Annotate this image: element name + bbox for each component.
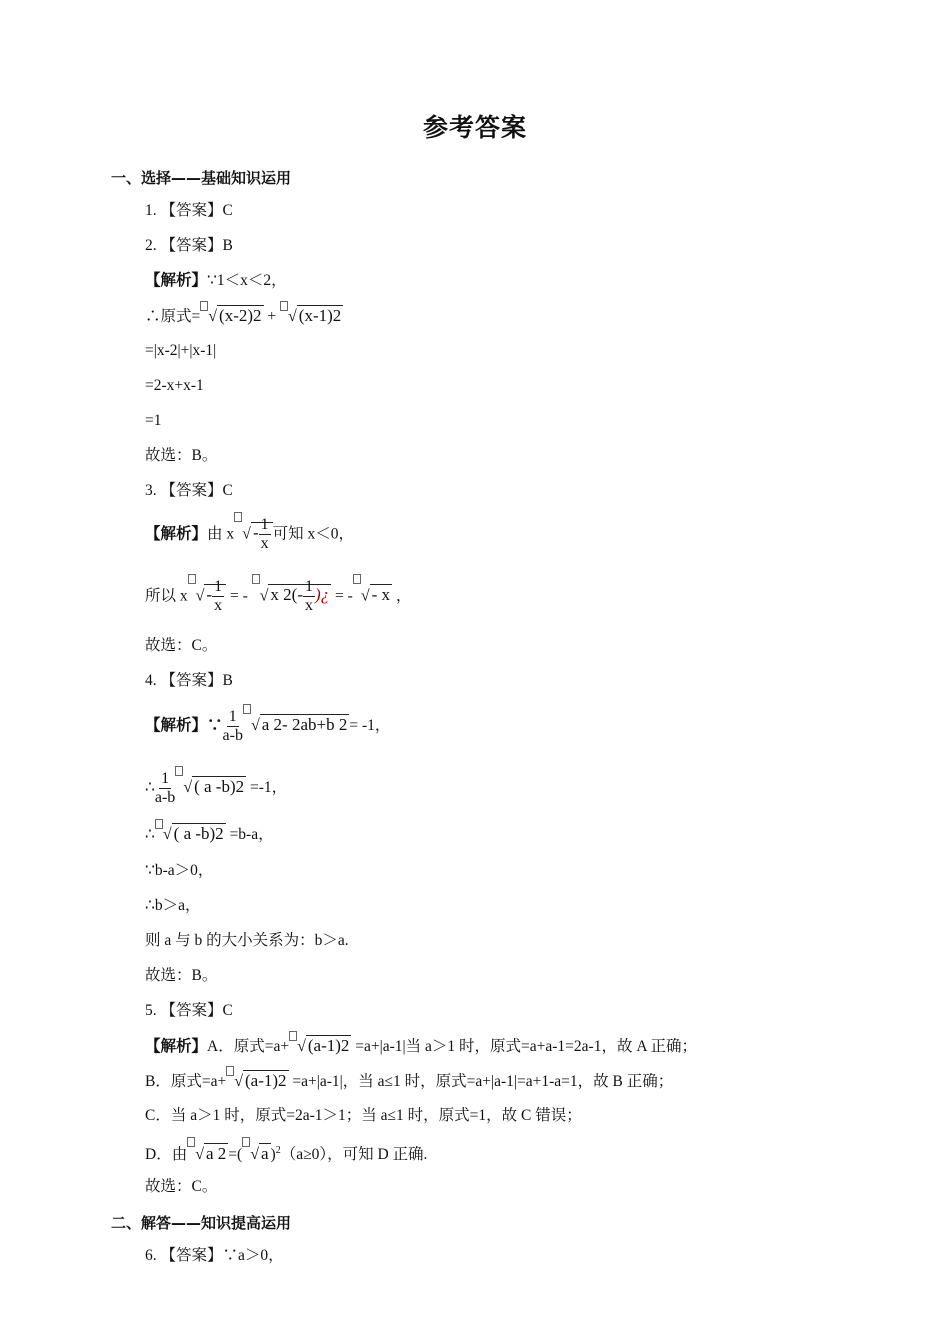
radical-icon: √ [360,587,370,605]
page-title: 参考答案 [422,113,527,142]
q5-a-radicand: (a-1)2 [307,1036,350,1055]
analysis-label: 【解析】 [145,1038,208,1055]
fraction-numerator: 1 [214,578,223,595]
q5-d-post: （a≥0），可知 D 正确. [280,1146,428,1164]
radical-icon: √ [250,717,260,735]
q3-radicand-a [204,578,226,614]
q4-result: =-1， [246,779,288,797]
q3-so-text: 所以 x [145,587,188,605]
q5-option-d [145,1141,427,1165]
q3-text-post: 可知 x＜0， [272,525,354,543]
radical-icon: √ [259,587,269,605]
q5-d-radicand-2: a [260,1144,269,1164]
fraction [212,578,224,615]
radicand-close: ) [314,585,321,605]
fraction-denominator: x [214,597,223,614]
q5-b-pre: B．原式=a+ [145,1073,227,1090]
q4-radicand: a 2- 2ab+b 2 [261,715,348,735]
q2-step-1: =|x-2|+|x-1| [145,342,217,359]
q2-analysis-line-2 [145,305,343,327]
q5-a-pre: A．原式=a+ [207,1038,290,1055]
q5-b-radicand: (a-1)2 [244,1071,287,1090]
q4-step-3: 则 a 与 b 的大小关系为：b＞a. [145,932,349,949]
q3-text-pre: 由 x [207,525,235,543]
answer-q1: 1. 【答案】C [145,202,233,219]
q2-analysis-line-1 [145,271,287,291]
analysis-label: 【解析】 [145,717,208,735]
fraction-numerator: 1 [161,770,170,787]
exponent: 2 [275,1145,281,1156]
therefore-sign: ∴ [145,779,155,797]
q3-conclusion: 故选：C。 [145,637,218,654]
fraction-denominator: a-b [154,789,176,806]
q5-option-c: C．当 a＞1 时，原式=2a-1＞1；当 a≤1 时，原式=1，故 C 错误； [145,1107,582,1124]
placeholder-box-icon [234,512,242,522]
q4-step-1: ∵b-a＞0， [145,862,214,879]
q2-analysis-text: ∵1＜x＜2， [207,272,287,289]
equals-minus: = - [226,587,252,605]
q6-answer-text: ∵a＞0， [222,1247,284,1264]
section-heading-choice: 一、选择——基础知识运用 [111,169,292,187]
radical-icon: √ [250,1146,259,1164]
q5-d-pre: D．由 [145,1146,188,1164]
close-paren: ) [270,1146,276,1164]
fraction [303,578,315,615]
placeholder-box-icon [242,1137,250,1147]
fraction-numerator: 1 [228,708,237,725]
minus-sign: - [252,523,259,543]
radical-icon: √ [183,779,193,797]
q5-option-b [145,1070,673,1092]
fraction-denominator: x [260,535,269,552]
radical-icon: √ [297,1038,306,1055]
radicand-text: x 2(- [270,585,303,605]
q3-radicand-c: - x [371,585,391,605]
placeholder-box-icon [187,1137,195,1147]
minus-sign: - [206,585,213,605]
answer-q6 [145,1246,284,1266]
q3-analysis-line-2 [145,578,411,615]
q6-answer-label: 6. 【答案】 [145,1247,223,1264]
fraction-numerator: 1 [260,516,269,533]
fraction [223,708,243,745]
q5-a-post: =a+|a-1|当 a＞1 时，原式=a+a-1=2a-1，故 A 正确； [351,1038,698,1055]
q3-radicand-b [268,578,331,614]
placeholder-box-icon [226,1066,234,1076]
answer-q5: 5. 【答案】C [145,1002,233,1019]
radical-icon: √ [234,1073,243,1090]
radical-icon: √ [195,1146,204,1164]
answer-q3: 3. 【答案】C [145,482,233,499]
equals-minus: = - [331,587,353,605]
fraction-denominator: a-b [222,727,243,744]
q4-radicand: ( a -b)2 [194,777,245,797]
q4-analysis-line-2 [145,770,287,807]
placeholder-box-icon [289,1031,297,1041]
q4-step-2: ∴b＞a， [145,897,201,914]
placeholder-box-icon [155,819,163,829]
fraction [259,516,271,553]
placeholder-box-icon [243,704,251,714]
q4-radicand: ( a -b)2 [173,824,224,843]
q2-radicand-1: (x-2)2 [219,306,262,325]
placeholder-box-icon [175,766,183,776]
because-sign: ∵ [207,717,223,735]
q2-radicand-2: (x-1)2 [298,306,342,325]
q4-conclusion: 故选：B。 [145,967,218,984]
answer-q4: 4. 【答案】B [145,672,233,689]
q3-radicand [251,516,273,552]
q4-analysis-line-1 [145,708,390,745]
garbled-glyph: ¿ [320,585,330,605]
q3-analysis-line-1 [145,516,354,553]
q4-analysis-line-3 [145,823,274,845]
comma: ， [392,587,412,605]
q2-original-expr-label: ∴原式= [145,308,201,325]
fraction-numerator: 1 [304,578,313,595]
section-heading-solution: 二、解答——知识提高运用 [111,1214,292,1232]
answer-q2: 2. 【答案】B [145,237,233,254]
q2-step-3: =1 [145,412,162,429]
analysis-label: 【解析】 [145,272,208,289]
placeholder-box-icon [252,574,260,584]
fraction-denominator: x [304,597,313,614]
radical-icon: √ [195,587,205,605]
analysis-label: 【解析】 [145,525,208,543]
placeholder-box-icon [353,574,361,584]
q2-conclusion: 故选：B。 [145,447,218,464]
plus-sign: + [263,308,281,325]
q5-option-a [145,1035,697,1057]
radical-icon: √ [288,308,297,325]
q4-result: =b-a， [225,826,274,843]
therefore-sign: ∴ [145,826,155,843]
q5-d-equals: =( [228,1146,243,1164]
radical-icon: √ [242,525,251,543]
placeholder-box-icon [188,574,196,584]
q2-step-2: =2-x+x-1 [145,377,204,394]
q5-d-radicand-1: a 2 [205,1144,227,1164]
q4-result: = -1， [349,717,391,735]
radical-icon: √ [162,826,172,843]
q5-b-post: =a+|a-1|，当 a≤1 时，原式=a+|a-1|=a+1-a=1，故 B 正确； [288,1073,674,1090]
radical-icon: √ [208,308,218,325]
q5-conclusion: 故选：C。 [145,1178,218,1195]
placeholder-box-icon [280,301,288,311]
fraction [155,770,175,807]
